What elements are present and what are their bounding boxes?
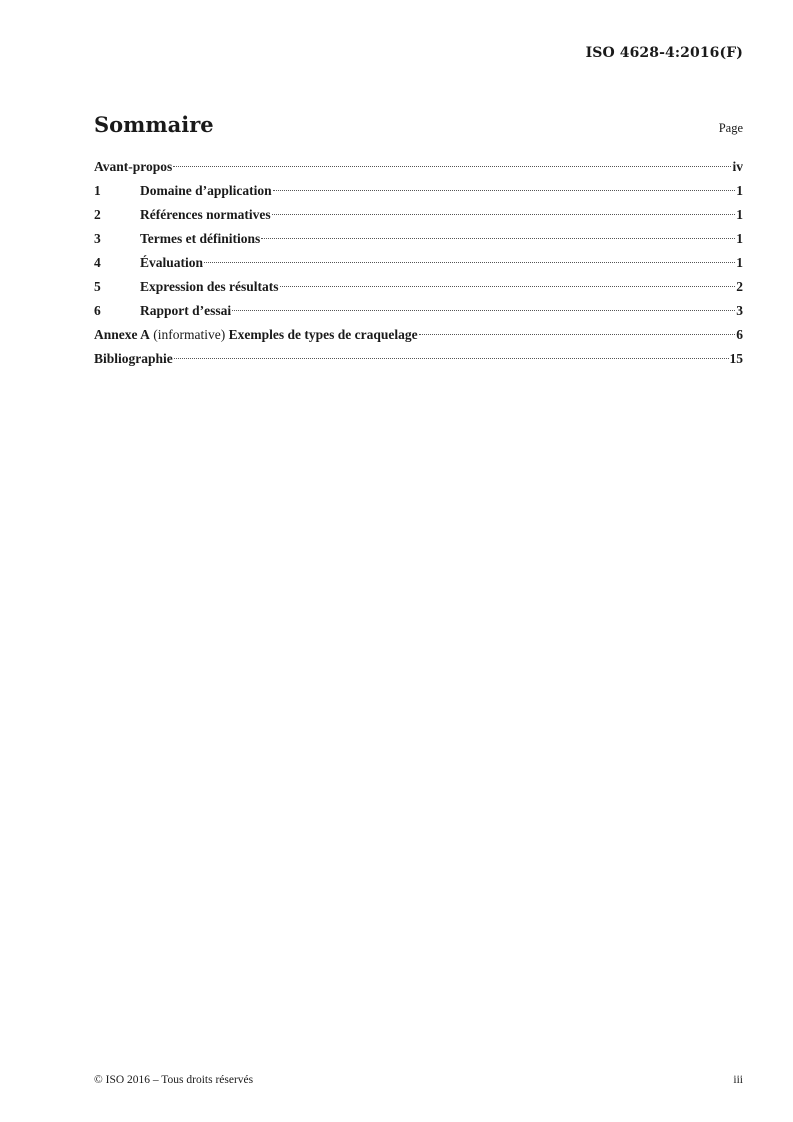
page-column-label: Page <box>718 121 743 135</box>
toc-entry-page: 6 <box>736 327 743 342</box>
toc-entry-scope[interactable] <box>94 179 743 203</box>
toc-entry-title: Termes et définitions <box>140 231 261 246</box>
toc-entry-page: 15 <box>729 351 743 366</box>
toc-entry-number: 2 <box>94 207 101 222</box>
toc-entry-bibliography[interactable] <box>94 347 743 371</box>
toc-entry-test-report[interactable] <box>94 299 743 323</box>
toc-entry-annex-prefix: Annexe A <box>94 327 150 342</box>
toc-entry-title: Domaine d’application <box>140 183 272 198</box>
copyright-notice: © ISO 2016 – Tous droits réservés <box>94 1074 254 1086</box>
toc-entry-normative-references[interactable] <box>94 203 743 227</box>
document-reference: ISO 4628-4:2016(F) <box>585 45 743 61</box>
toc-dot-leader <box>280 286 736 287</box>
toc-entry-annex-type: (informative) <box>149 327 229 342</box>
table-of-contents <box>94 155 743 371</box>
toc-entry-title: Bibliographie <box>94 351 173 366</box>
toc-entry-expression-results[interactable] <box>94 275 743 299</box>
toc-dot-leader <box>232 310 735 311</box>
toc-entry-title: Expression des résultats <box>140 279 279 294</box>
toc-entry-page: 1 <box>736 183 743 198</box>
toc-entry-evaluation[interactable] <box>94 251 743 275</box>
page-number: iii <box>733 1074 743 1086</box>
toc-entry-number: 5 <box>94 279 101 294</box>
toc-entry-page: 1 <box>736 207 743 222</box>
toc-entry-terms-definitions[interactable] <box>94 227 743 251</box>
page-title: Sommaire <box>94 112 214 137</box>
toc-dot-leader <box>273 190 736 191</box>
toc-entry-title: Rapport d’essai <box>140 303 232 318</box>
toc-entry-title: Exemples de types de craquelage <box>228 327 418 342</box>
toc-dot-leader <box>173 166 731 167</box>
toc-entry-page: 2 <box>736 279 743 294</box>
toc-entry-foreword[interactable] <box>94 155 743 179</box>
toc-dot-leader <box>272 214 736 215</box>
toc-dot-leader <box>174 358 729 359</box>
toc-entry-number: 6 <box>94 303 101 318</box>
toc-entry-title: Avant-propos <box>94 159 173 174</box>
toc-entry-annex-a[interactable] <box>94 323 743 347</box>
toc-entry-number: 1 <box>94 183 101 198</box>
toc-entry-page: 1 <box>736 255 743 270</box>
toc-entry-number: 3 <box>94 231 101 246</box>
toc-dot-leader <box>204 262 735 263</box>
toc-entry-page: 3 <box>736 303 743 318</box>
toc-entry-title: Évaluation <box>140 255 204 270</box>
toc-entry-page: 1 <box>736 231 743 246</box>
toc-entry-title: Références normatives <box>140 207 271 222</box>
page-footer <box>94 1074 743 1086</box>
toc-entry-number: 4 <box>94 255 101 270</box>
toc-dot-leader <box>419 334 736 335</box>
title-row <box>94 112 743 137</box>
toc-dot-leader <box>261 238 735 239</box>
toc-entry-page: iv <box>732 159 743 174</box>
